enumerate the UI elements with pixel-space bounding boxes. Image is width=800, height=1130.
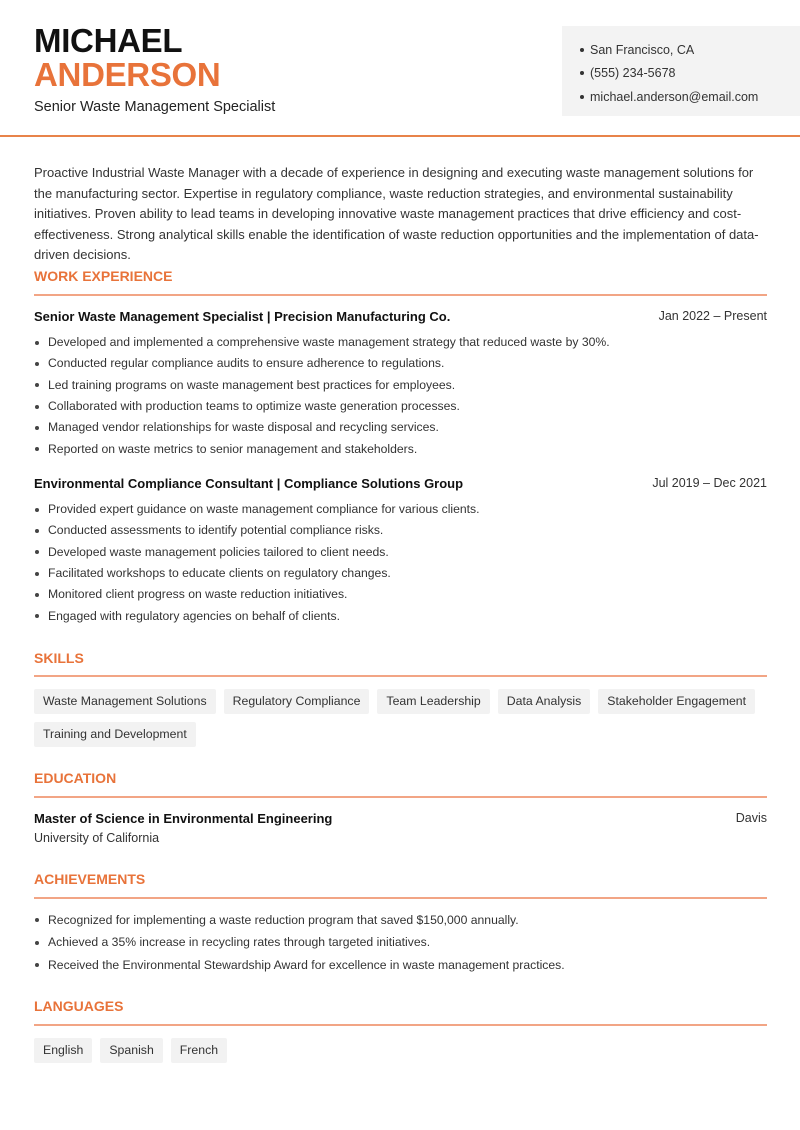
contact-location-text: San Francisco, CA <box>590 42 695 57</box>
list-item <box>34 542 767 563</box>
bullet-text: Collaborated with production teams to optimize waste generation processes. <box>48 399 460 414</box>
language-tag: Spanish <box>100 1038 162 1063</box>
bullet-icon <box>35 362 39 366</box>
bullet-text: Led training programs on waste management best practices for employees. <box>48 377 456 392</box>
job-bullets <box>34 499 767 627</box>
bullet-text: Recognized for implementing a waste reduction program that saved $150,000 annually. <box>48 912 519 927</box>
first-name: MICHAEL <box>34 22 183 59</box>
job-dates: Jan 2022 – Present <box>658 309 767 323</box>
bullet-text: Received the Environmental Stewardship Award for excellence in waste management practices. <box>48 957 565 972</box>
list-item <box>34 605 767 626</box>
bullet-text: Developed and implemented a comprehensive waste management strategy that reduced waste by 30%. <box>48 335 610 350</box>
section-title-work: WORK EXPERIENCE <box>34 268 173 284</box>
bullet-text: Provided expert guidance on waste management compliance for various clients. <box>48 502 480 517</box>
bullet-icon <box>35 447 39 451</box>
list-item <box>34 438 767 459</box>
bullet-icon <box>35 550 39 554</box>
section-title-education: EDUCATION <box>34 770 117 786</box>
bullet-text: Engaged with regulatory agencies on behalf of clients. <box>48 608 341 623</box>
job-role: Environmental Compliance Consultant | Compliance Solutions Group <box>34 476 464 491</box>
section-title-achievements: ACHIEVEMENTS <box>34 871 146 887</box>
skill-tag: Waste Management Solutions <box>34 689 216 714</box>
education-school: University of California <box>34 831 160 845</box>
bullet-icon <box>580 71 584 75</box>
skills-list <box>34 689 767 747</box>
section-title-languages: LANGUAGES <box>34 998 124 1014</box>
list-item <box>34 499 767 520</box>
list-item <box>34 932 767 955</box>
section-divider <box>34 294 767 296</box>
contact-location <box>580 38 800 62</box>
skill-tag: Training and Development <box>34 722 196 747</box>
bullet-text: Facilitated workshops to educate clients on regulatory changes. <box>48 566 391 581</box>
bullet-icon <box>35 508 39 512</box>
language-tag: English <box>34 1038 92 1063</box>
languages-list <box>34 1038 767 1063</box>
summary: Proactive Industrial Waste Manager with a decade of experience in designing and executing waste management solutions for the manufacturing sector. Expertise in regulatory compliance, waste reduction strategies, and environmental sustainability initiatives. Proven ability to lead teams in developing innovative waste management practices that drive efficiency and cost-effectiveness. Strong analytical skills enable the identification of waste reduction opportunities and the implementation of data-driven decisions. <box>34 165 759 262</box>
bullet-text: Reported on waste metrics to senior management and stakeholders. <box>48 441 418 456</box>
list-item <box>34 520 767 541</box>
section-divider <box>34 796 767 798</box>
contact-box <box>562 26 800 116</box>
job-role: Senior Waste Management Specialist | Precision Manufacturing Co. <box>34 309 451 324</box>
contact-email[interactable] <box>580 85 800 109</box>
bullet-text: Developed waste management policies tailored to client needs. <box>48 544 389 559</box>
bullet-icon <box>35 383 39 387</box>
bullet-text: Managed vendor relationships for waste disposal and recycling services. <box>48 420 439 435</box>
list-item <box>34 375 767 396</box>
resume-header <box>0 0 800 137</box>
section-divider <box>34 1024 767 1026</box>
skill-tag: Stakeholder Engagement <box>598 689 755 714</box>
education-degree: Master of Science in Environmental Engineering <box>34 811 333 826</box>
list-item <box>34 954 767 977</box>
bullet-icon <box>35 426 39 430</box>
education-location: Davis <box>735 811 767 825</box>
bullet-icon <box>35 593 39 597</box>
job-title: Senior Waste Management Specialist <box>34 99 276 115</box>
bullet-text: Conducted assessments to identify potential compliance risks. <box>48 523 384 538</box>
bullet-icon <box>35 918 39 922</box>
job-dates: Jul 2019 – Dec 2021 <box>652 476 767 490</box>
list-item <box>34 332 767 353</box>
bullet-icon <box>35 614 39 618</box>
bullet-icon <box>35 341 39 345</box>
section-divider <box>34 675 767 677</box>
bullet-icon <box>35 572 39 576</box>
contact-email-text[interactable]: michael.anderson@email.com <box>590 89 759 104</box>
list-item <box>34 909 767 932</box>
list-item <box>34 353 767 374</box>
section-divider <box>34 897 767 899</box>
bullet-icon <box>35 941 39 945</box>
contact-phone-text: (555) 234-5678 <box>590 66 676 81</box>
list-item <box>34 396 767 417</box>
last-name: ANDERSON <box>34 56 221 93</box>
contact-phone <box>580 62 800 86</box>
bullet-icon <box>35 405 39 409</box>
skill-tag: Regulatory Compliance <box>224 689 370 714</box>
section-title-skills: SKILLS <box>34 650 84 666</box>
bullet-text: Achieved a 35% increase in recycling rates through targeted initiatives. <box>48 935 431 950</box>
skill-tag: Team Leadership <box>377 689 489 714</box>
bullet-icon <box>35 529 39 533</box>
bullet-icon <box>580 48 584 52</box>
bullet-icon <box>580 95 584 99</box>
achievements-list <box>34 909 767 977</box>
skill-tag: Data Analysis <box>498 689 591 714</box>
job-bullets <box>34 332 767 460</box>
list-item <box>34 417 767 438</box>
bullet-text: Monitored client progress on waste reduction initiatives. <box>48 587 348 602</box>
job-header <box>34 309 767 324</box>
header-divider <box>0 135 800 137</box>
list-item <box>34 584 767 605</box>
list-item <box>34 563 767 584</box>
bullet-icon <box>35 963 39 967</box>
job-header <box>34 476 767 491</box>
language-tag: French <box>171 1038 227 1063</box>
education-header <box>34 811 767 826</box>
bullet-text: Conducted regular compliance audits to ensure adherence to regulations. <box>48 356 445 371</box>
